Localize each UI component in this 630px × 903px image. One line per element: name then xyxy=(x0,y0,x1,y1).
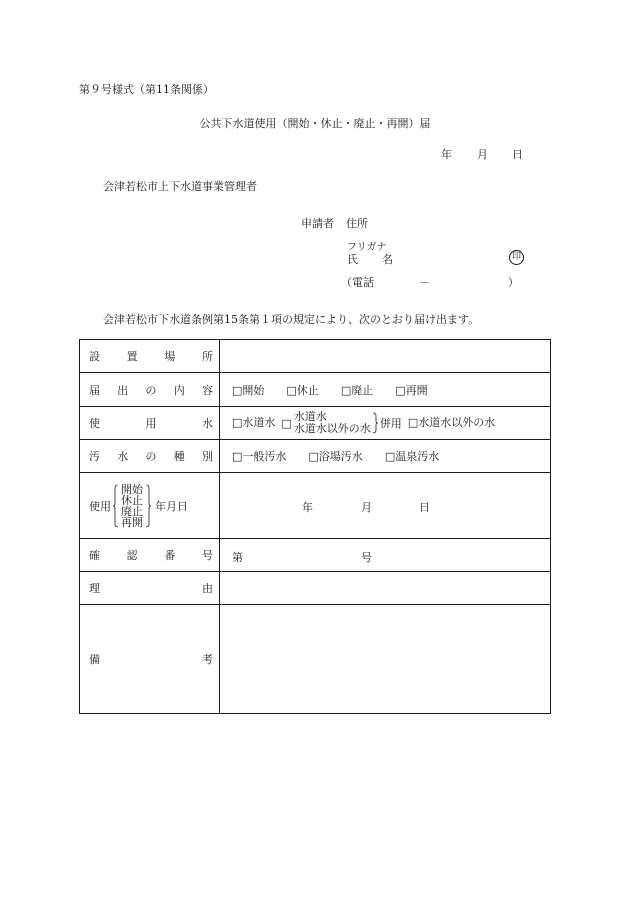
checkbox-suspend[interactable]: □休止 xyxy=(286,383,319,397)
location-label: 設 置 場 所 xyxy=(89,350,213,363)
checkbox-start[interactable]: □開始 xyxy=(232,383,265,397)
furigana-label: フリガナ xyxy=(347,242,387,253)
right-brace-icon xyxy=(146,484,151,528)
period-date-field[interactable] xyxy=(220,473,551,539)
confirm-label: 確 認 番 号 xyxy=(89,549,213,562)
name-label xyxy=(347,251,393,267)
combined-line-2: 水道水以外の水 xyxy=(293,422,371,435)
remarks-row xyxy=(80,605,551,714)
form-number: 第９号様式（第11条関係） xyxy=(79,83,214,96)
notification-table xyxy=(79,339,551,714)
remarks-field[interactable] xyxy=(220,605,551,714)
period-suffix: 年月日 xyxy=(155,499,188,513)
checkbox-abolish[interactable]: □廃止 xyxy=(340,383,374,397)
applicant-label: 申請者 xyxy=(301,217,334,230)
addressee: 会津若松市上下水道事業管理者 xyxy=(103,180,257,193)
sewage-options xyxy=(220,440,551,473)
reason-label: 理 由 xyxy=(89,582,213,595)
location-row xyxy=(80,340,551,373)
checkbox-hot-spring-sewage[interactable]: □温泉汚水 xyxy=(384,450,440,463)
phone-line xyxy=(341,274,521,290)
name-label-first: 氏 xyxy=(347,253,358,266)
period-type-list: 開始 休止 廃止 再開 xyxy=(121,482,143,529)
date-day-label: 日 xyxy=(512,148,523,161)
reason-field[interactable] xyxy=(220,572,551,605)
content-row xyxy=(80,373,551,407)
water-label: 使 用 水 xyxy=(89,417,213,430)
confirm-number-field[interactable] xyxy=(220,539,551,572)
period-row xyxy=(80,473,551,539)
confirm-suffix: 号 xyxy=(361,551,372,564)
checkbox-bath-sewage[interactable]: □浴場汚水 xyxy=(308,450,363,463)
date-year-label: 年 xyxy=(441,148,452,161)
reason-row xyxy=(80,572,551,605)
water-options xyxy=(220,407,551,440)
combined-water-group xyxy=(281,411,407,435)
date-month-label: 月 xyxy=(477,148,488,161)
form-title: 公共下水道使用（開始・休止・廃止・再開）届 xyxy=(199,117,431,130)
checkbox-general-sewage[interactable]: □一般汚水 xyxy=(232,450,287,463)
seal-mark: 印 xyxy=(509,250,524,265)
combined-label: 併用 xyxy=(379,417,402,430)
left-brace-icon xyxy=(113,484,118,528)
remarks-label: 備 考 xyxy=(89,653,213,666)
checkbox-combined[interactable]: □ xyxy=(281,416,292,430)
phone-label: （電話 xyxy=(341,276,374,289)
right-brace-icon xyxy=(373,412,378,434)
confirm-prefix: 第 xyxy=(232,551,243,564)
period-label xyxy=(89,484,213,528)
checkbox-non-tap-water[interactable]: □水道水以外の水 xyxy=(407,416,496,429)
checkbox-tap-water[interactable]: □水道水 xyxy=(232,416,276,429)
water-row xyxy=(80,407,551,440)
period-month-label: 月 xyxy=(361,501,372,514)
location-field[interactable] xyxy=(220,340,551,373)
phone-close: ） xyxy=(508,276,519,289)
sewage-row xyxy=(80,440,551,473)
phone-dash: － xyxy=(419,276,430,289)
name-label-second: 名 xyxy=(382,253,393,266)
period-prefix: 使用 xyxy=(89,499,111,513)
confirm-row xyxy=(80,539,551,572)
combined-line-1: 水道水 xyxy=(293,410,327,423)
applicant-address-line xyxy=(301,215,368,231)
checkbox-resume[interactable]: □再開 xyxy=(395,383,428,397)
sewage-label: 汚 水 の 種 別 xyxy=(89,450,213,463)
content-label: 届 出 の 内 容 xyxy=(89,383,213,397)
period-day-label: 日 xyxy=(419,501,430,514)
address-label: 住所 xyxy=(346,217,368,230)
intro-text: 会津若松市下水道条例第15条第１項の規定により、次のとおり届け出ます。 xyxy=(103,313,480,326)
content-options xyxy=(220,373,551,407)
period-year-label: 年 xyxy=(302,501,313,514)
